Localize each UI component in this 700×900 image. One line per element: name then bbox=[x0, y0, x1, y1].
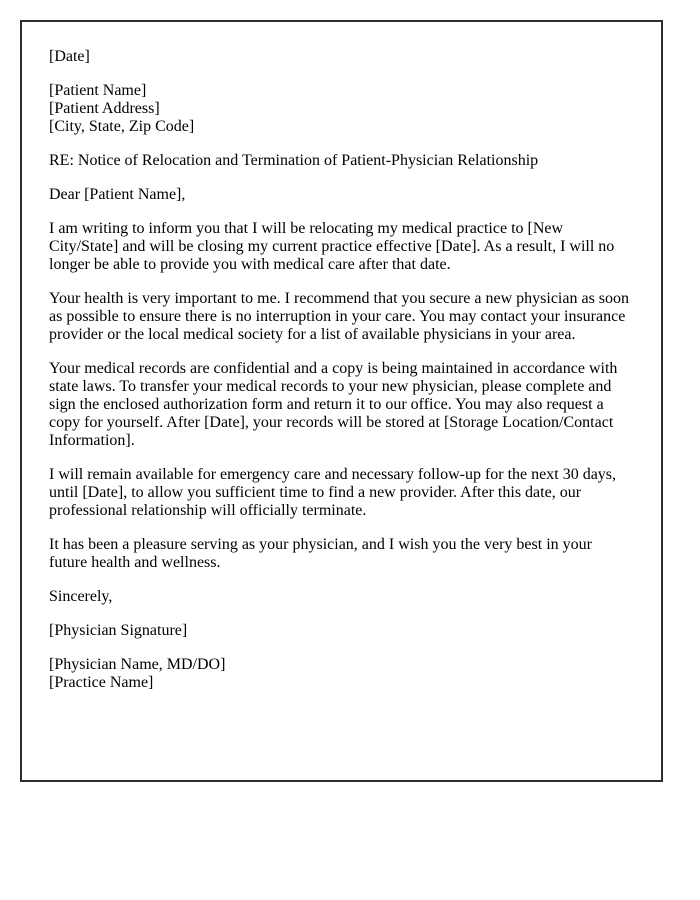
body-paragraph-4: I will remain available for emergency care and necessary follow-up for the next 30 days, until [Date], to allow you sufficient time to find a new provider. After this date, our professional relationship will officially terminate. bbox=[49, 466, 617, 519]
signer-block bbox=[49, 656, 630, 692]
signer-practice: [Practice Name] bbox=[49, 674, 154, 691]
body-paragraph-3: Your medical records are confidential and a copy is being maintained in accordance with state laws. To transfer your medical records to your new physician, please complete and sign the enclosed authorization form and return it to our office. You may also request a copy for yourself. After [Date], your records will be stored at [Storage Location/Contact Information]. bbox=[49, 360, 618, 449]
signer-name: [Physician Name, MD/DO] bbox=[49, 656, 226, 673]
body-paragraph-5: It has been a pleasure serving as your physician, and I wish you the very best in your future health and wellness. bbox=[49, 536, 592, 571]
recipient-address: [Patient Address] bbox=[49, 100, 160, 117]
date-line: [Date] bbox=[49, 48, 90, 65]
subject-line: RE: Notice of Relocation and Termination of Patient-Physician Relationship bbox=[49, 152, 539, 169]
signature-placeholder: [Physician Signature] bbox=[49, 622, 188, 639]
body-paragraph-2: Your health is very important to me. I recommend that you secure a new physician as soon as possible to ensure there is no interruption in your care. You may contact your insurance provider or the local medical society for a list of available physicians in your area. bbox=[49, 290, 630, 343]
salutation: Dear [Patient Name], bbox=[49, 186, 186, 203]
body-paragraph-1: I am writing to inform you that I will be relocating my medical practice to [New City/State] and will be closing my current practice effective [Date]. As a result, I will no longer be able to provide you with medical care after that date. bbox=[49, 220, 615, 273]
recipient-block bbox=[49, 82, 630, 136]
recipient-city-state-zip: [City, State, Zip Code] bbox=[49, 118, 195, 135]
letter-body bbox=[49, 48, 630, 692]
recipient-name: [Patient Name] bbox=[49, 82, 147, 99]
letter-page bbox=[20, 20, 663, 782]
closing: Sincerely, bbox=[49, 588, 113, 605]
